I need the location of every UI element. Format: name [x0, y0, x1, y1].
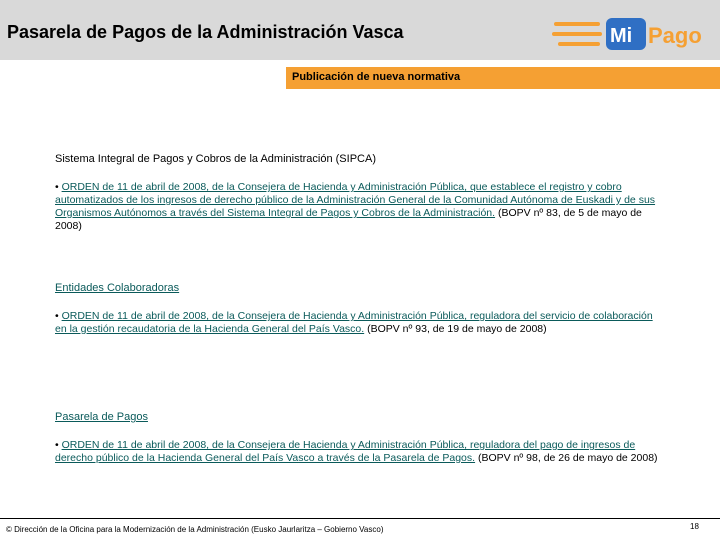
bullet: • — [55, 439, 62, 451]
regulation-paragraph — [55, 439, 667, 465]
header-bar — [0, 0, 720, 60]
section-title-link[interactable]: Entidades Colaboradoras — [55, 282, 180, 294]
regulation-reference: (BOPV nº 93, de 19 de mayo de 2008) — [364, 323, 547, 335]
section-sipca — [55, 153, 667, 233]
regulation-link[interactable]: ORDEN de 11 de abril de 2008, de la Consejera de Hacienda y Administración Pública, reguladora del pago de ingresos de derecho público de la Hacienda General del País Vasco a través de la Pasarela de Pagos. — [55, 439, 636, 464]
regulation-reference: (BOPV nº 98, de 26 de mayo de 2008) — [475, 452, 658, 464]
section-banner — [286, 67, 720, 89]
mi-pago-logo — [552, 16, 712, 52]
section-pasarela — [55, 411, 667, 465]
regulation-reference: (BOPV nº 83, de 5 de mayo de 2008) — [55, 207, 642, 232]
section-title-link[interactable]: Pasarela de Pagos — [55, 411, 148, 423]
svg-text:Pago: Pago — [648, 23, 702, 48]
section-entidades — [55, 282, 667, 336]
regulation-link[interactable]: ORDEN de 11 de abril de 2008, de la Consejera de Hacienda y Administración Pública, que establece el registro y cobro automatizados de los ingresos de derecho público de la Administración General de la Comunidad Autónoma de Euskadi y de sus Organismos Autónomos a través del Sistema Integral de Pagos y Cobros de la Administración. — [55, 181, 656, 219]
section-title: Sistema Integral de Pagos y Cobros de la Administración (SIPCA) — [55, 153, 376, 165]
footer-copyright: © Dirección de la Oficina para la Modernización de la Administración (Eusko Jaurlaritza – Gobierno Vasco) — [6, 525, 384, 534]
regulation-paragraph — [55, 310, 667, 336]
regulation-paragraph — [55, 181, 667, 233]
page-number: 18 — [690, 522, 699, 531]
speed-lines-icon — [552, 22, 602, 46]
page-title: Pasarela de Pagos de la Administración Vasca — [7, 22, 404, 42]
bullet: • — [55, 181, 62, 193]
regulation-link[interactable]: ORDEN de 11 de abril de 2008, de la Consejera de Hacienda y Administración Pública, reguladora del servicio de colaboración en la gestión recaudatoria de la Hacienda General del País Vasco. — [55, 310, 653, 335]
bullet: • — [55, 310, 62, 322]
banner-label: Publicación de nueva normativa — [292, 71, 461, 83]
svg-text:Mi: Mi — [610, 25, 633, 47]
footer-divider — [0, 518, 720, 519]
